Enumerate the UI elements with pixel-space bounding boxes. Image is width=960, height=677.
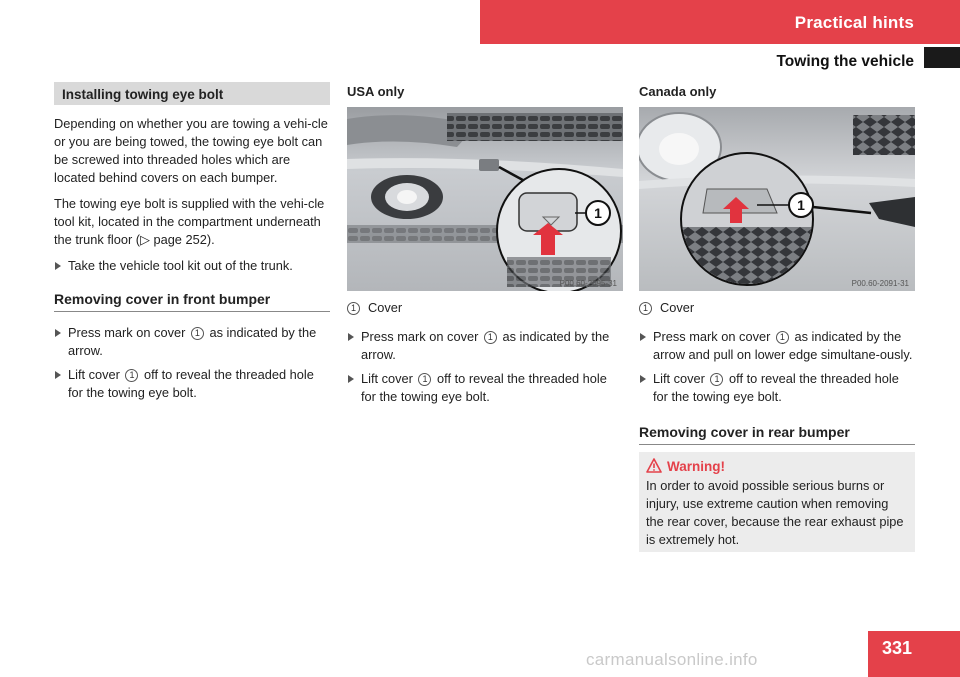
callout-marker-icon: 1 [125, 369, 138, 382]
column-left [54, 82, 330, 402]
step-arrow-icon [348, 333, 354, 341]
instruction-step: Press mark on cover 1 as indicated by the arrow. [347, 328, 623, 364]
photo-code: P00.60-2095-31 [559, 279, 617, 288]
photo-code: P00.60-2091-31 [851, 279, 909, 288]
paragraph: The towing eye bolt is supplied with the vehi-cle tool kit, located in the compartment underneath the trunk floor (▷ page 252). [54, 196, 325, 247]
instruction-step: Take the vehicle tool kit out of the trunk. [54, 257, 330, 275]
instruction-step: Press mark on cover 1 as indicated by the arrow and pull on lower edge simultane-ously. [639, 328, 915, 364]
step-arrow-icon [348, 375, 354, 383]
callout-marker-icon: 1 [418, 373, 431, 386]
page-number-tab [868, 631, 960, 677]
callout-marker-icon: 1 [347, 302, 360, 315]
step-arrow-icon [55, 262, 61, 270]
paragraph: Depending on whether you are towing a vehi-cle or you are being towed, the towing eye bolt can be screwed into threaded holes which are located behind covers on each bumper. [54, 116, 328, 185]
callout-marker-icon: 1 [191, 327, 204, 340]
instruction-step: Press mark on cover 1 as indicated by the arrow. [54, 324, 330, 360]
section-title: Towing the vehicle [776, 53, 914, 70]
instruction-step: Lift cover 1 off to reveal the threaded hole for the towing eye bolt. [639, 370, 915, 406]
warning-title: Warning! [646, 458, 909, 474]
box-title: Installing towing eye bolt [54, 82, 330, 105]
chapter-tab [480, 0, 960, 44]
section-marker [924, 47, 960, 68]
photo-callout-number: 1 [797, 197, 805, 213]
step-arrow-icon [640, 333, 646, 341]
page-number: 331 [882, 638, 913, 658]
step-arrow-icon [55, 371, 61, 379]
column-right [639, 82, 915, 552]
figure-caption: 1 Cover [639, 300, 915, 315]
subheading: Removing cover in front bumper [54, 291, 330, 312]
page-reference-link[interactable]: ▷ page 252 [140, 232, 207, 247]
warning-icon [646, 458, 662, 473]
region-label: Canada only [639, 84, 717, 99]
callout-marker-icon: 1 [484, 331, 497, 344]
bumper-illustration [639, 107, 915, 291]
step-arrow-icon [640, 375, 646, 383]
chapter-title: Practical hints [794, 13, 914, 32]
subheading: Removing cover in rear bumper [639, 424, 915, 445]
instruction-step: Lift cover 1 off to reveal the threaded hole for the towing eye bolt. [54, 366, 330, 402]
callout-marker-icon: 1 [710, 373, 723, 386]
bumper-illustration [347, 107, 623, 291]
callout-marker-icon: 1 [639, 302, 652, 315]
figure-caption: 1 Cover [347, 300, 623, 315]
region-label: USA only [347, 84, 405, 99]
warning-box [639, 452, 915, 552]
column-middle [347, 82, 623, 406]
step-arrow-icon [55, 329, 61, 337]
instruction-step: Lift cover 1 off to reveal the threaded hole for the towing eye bolt. [347, 370, 623, 406]
watermark: carmanualsonline.info [586, 650, 758, 669]
callout-marker-icon: 1 [776, 331, 789, 344]
bumper-photo-usa [347, 107, 623, 291]
bumper-photo-canada [639, 107, 915, 291]
warning-text: In order to avoid possible serious burns or injury, use extreme caution when removing the rear cover, because the rear exhaust pipe is extremely hot. [646, 478, 904, 547]
photo-callout-number: 1 [594, 205, 602, 221]
